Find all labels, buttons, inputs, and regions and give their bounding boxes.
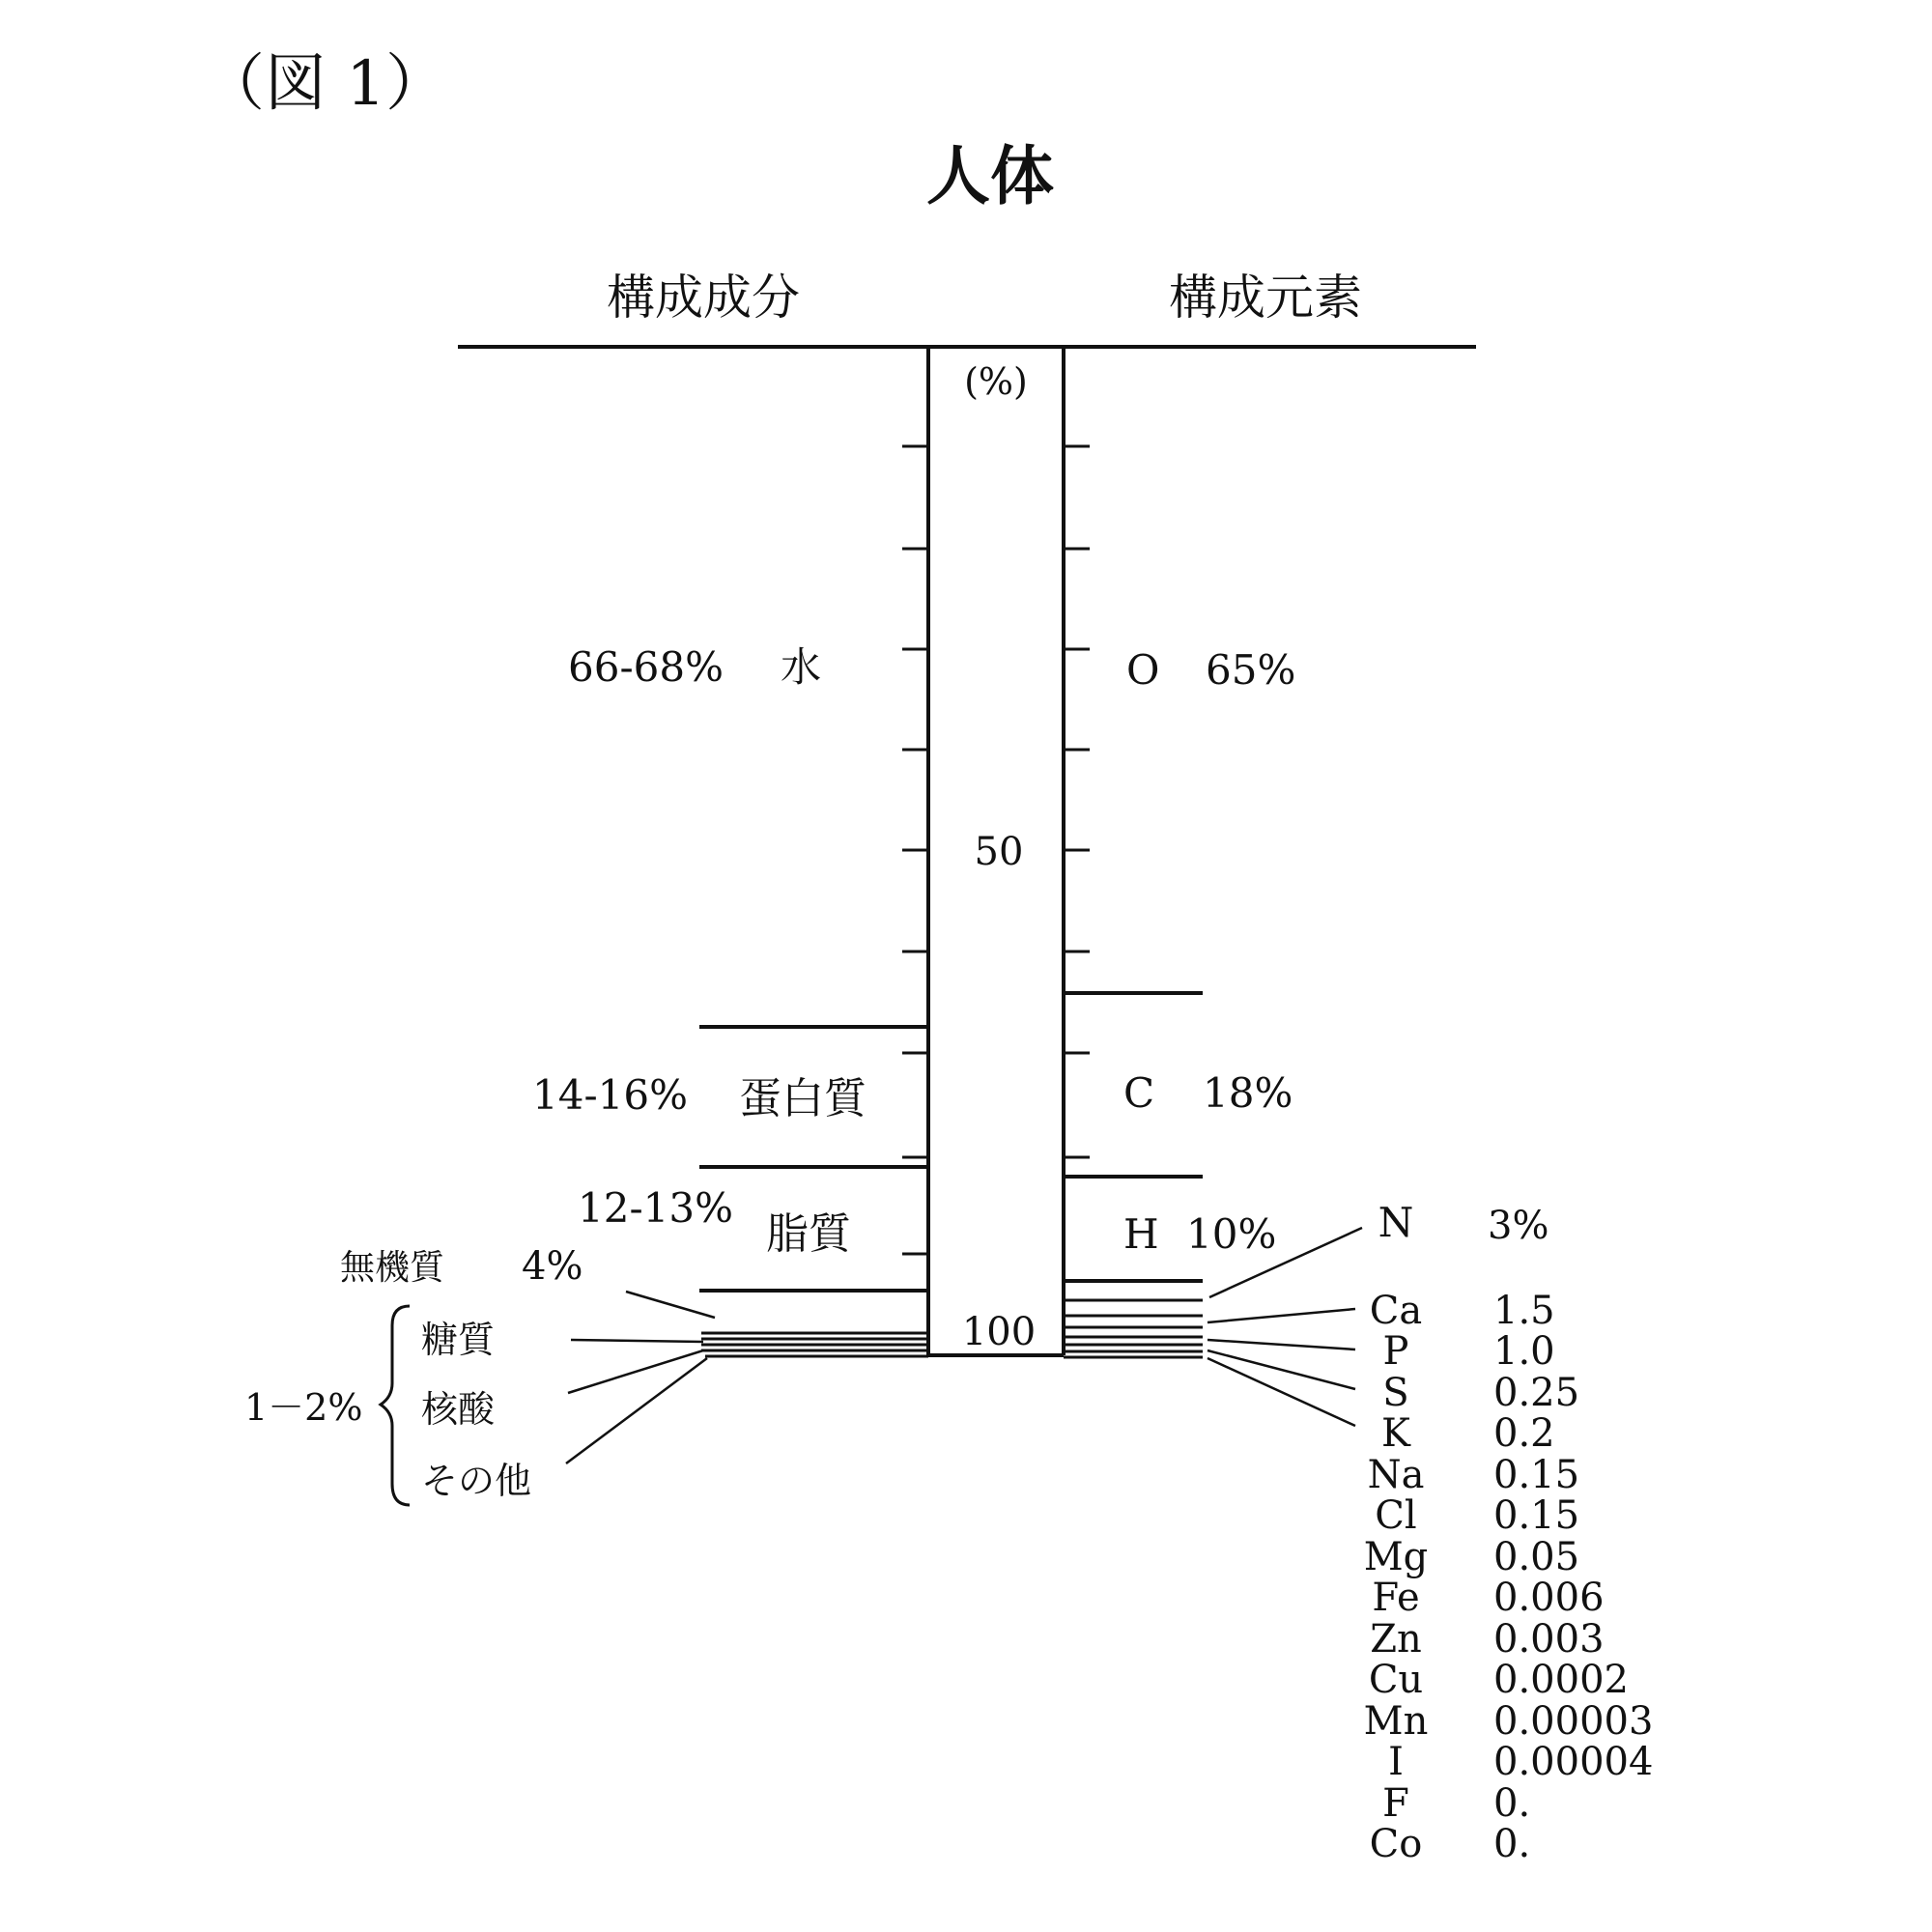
element-i-value: 0.00004 [1493, 1740, 1654, 1784]
element-mg-value: 0.05 [1493, 1535, 1580, 1579]
element-p-symbol: P [1382, 1329, 1409, 1374]
leader-other [566, 1358, 707, 1463]
diagram-title: 人体 [926, 139, 1054, 213]
component-labels [340, 643, 868, 1289]
element-i-symbol: I [1388, 1740, 1404, 1784]
element-zn-value: 0.003 [1493, 1617, 1605, 1662]
element-co-value: 0. [1493, 1822, 1531, 1866]
mineral-label: 無機質 [340, 1248, 445, 1288]
left-leader-lines [566, 1292, 715, 1463]
leader-p [1208, 1340, 1355, 1350]
mineral-percent: 4% [522, 1244, 583, 1289]
leader-s [1208, 1350, 1355, 1389]
right-ticks [1064, 446, 1090, 1157]
header-elements: 構成元素 [1169, 270, 1362, 326]
other-label: その他 [421, 1460, 532, 1502]
leader-sugar [571, 1340, 703, 1342]
element-cu-value: 0.0002 [1493, 1658, 1629, 1702]
nucleic-acid-label: 核酸 [421, 1388, 496, 1431]
element-mn-symbol: Mn [1363, 1699, 1429, 1744]
element-n-symbol: N [1378, 1199, 1414, 1246]
minor-components-group [244, 1306, 531, 1505]
leader-k [1208, 1358, 1355, 1426]
leader-nucleic-acid [568, 1350, 703, 1393]
element-cu-symbol: Cu [1368, 1658, 1424, 1702]
minor-group-percent: 1－2% [244, 1386, 363, 1429]
element-na-symbol: Na [1367, 1453, 1425, 1497]
right-bottom-stripes [1064, 1300, 1203, 1357]
element-fe-value: 0.006 [1493, 1576, 1605, 1620]
element-h-symbol: H [1123, 1210, 1159, 1258]
trace-element-list [1364, 1199, 1654, 1866]
element-c-percent: 18% [1203, 1069, 1293, 1117]
element-s-symbol: S [1382, 1371, 1409, 1415]
element-k-value: 0.2 [1493, 1411, 1555, 1456]
leader-ca [1208, 1309, 1355, 1322]
element-n-value: 3% [1488, 1204, 1549, 1248]
sugar-label: 糖質 [421, 1319, 496, 1361]
element-cl-value: 0.15 [1493, 1493, 1580, 1538]
element-o-symbol: O [1126, 646, 1160, 694]
element-mn-value: 0.00003 [1493, 1699, 1654, 1744]
element-na-value: 0.15 [1493, 1453, 1580, 1497]
element-c-symbol: C [1123, 1069, 1155, 1117]
scale-tick-100: 100 [961, 1310, 1037, 1354]
element-s-value: 0.25 [1493, 1371, 1580, 1415]
element-h-percent: 10% [1186, 1210, 1277, 1258]
leader-mineral [626, 1292, 715, 1318]
element-p-value: 1.0 [1493, 1329, 1555, 1374]
figure-label: （図 1） [203, 48, 448, 120]
left-ticks [902, 446, 928, 1254]
element-ca-value: 1.5 [1493, 1289, 1555, 1333]
protein-percent: 14-16% [532, 1071, 688, 1119]
element-f-value: 0. [1493, 1781, 1531, 1826]
element-k-symbol: K [1381, 1411, 1410, 1456]
water-percent: 66-68% [568, 643, 724, 691]
lipid-percent: 12-13% [578, 1184, 733, 1232]
element-mg-symbol: Mg [1363, 1535, 1429, 1579]
element-fe-symbol: Fe [1372, 1576, 1420, 1620]
water-label: 水 [781, 643, 822, 691]
curly-brace [381, 1306, 410, 1505]
scale-tick-50: 50 [974, 830, 1024, 874]
element-ca-symbol: Ca [1369, 1289, 1423, 1333]
element-f-symbol: F [1382, 1781, 1409, 1826]
major-element-labels [1123, 646, 1295, 1258]
left-bottom-stripes [701, 1333, 928, 1356]
element-zn-symbol: Zn [1370, 1617, 1422, 1662]
element-cl-symbol: Cl [1375, 1493, 1417, 1538]
element-co-symbol: Co [1369, 1822, 1423, 1866]
scale-unit: (%) [964, 360, 1028, 403]
element-o-percent: 65% [1206, 646, 1296, 694]
lipid-label: 脂質 [766, 1209, 851, 1259]
protein-label: 蛋白質 [739, 1074, 867, 1123]
header-components: 構成成分 [607, 270, 800, 326]
